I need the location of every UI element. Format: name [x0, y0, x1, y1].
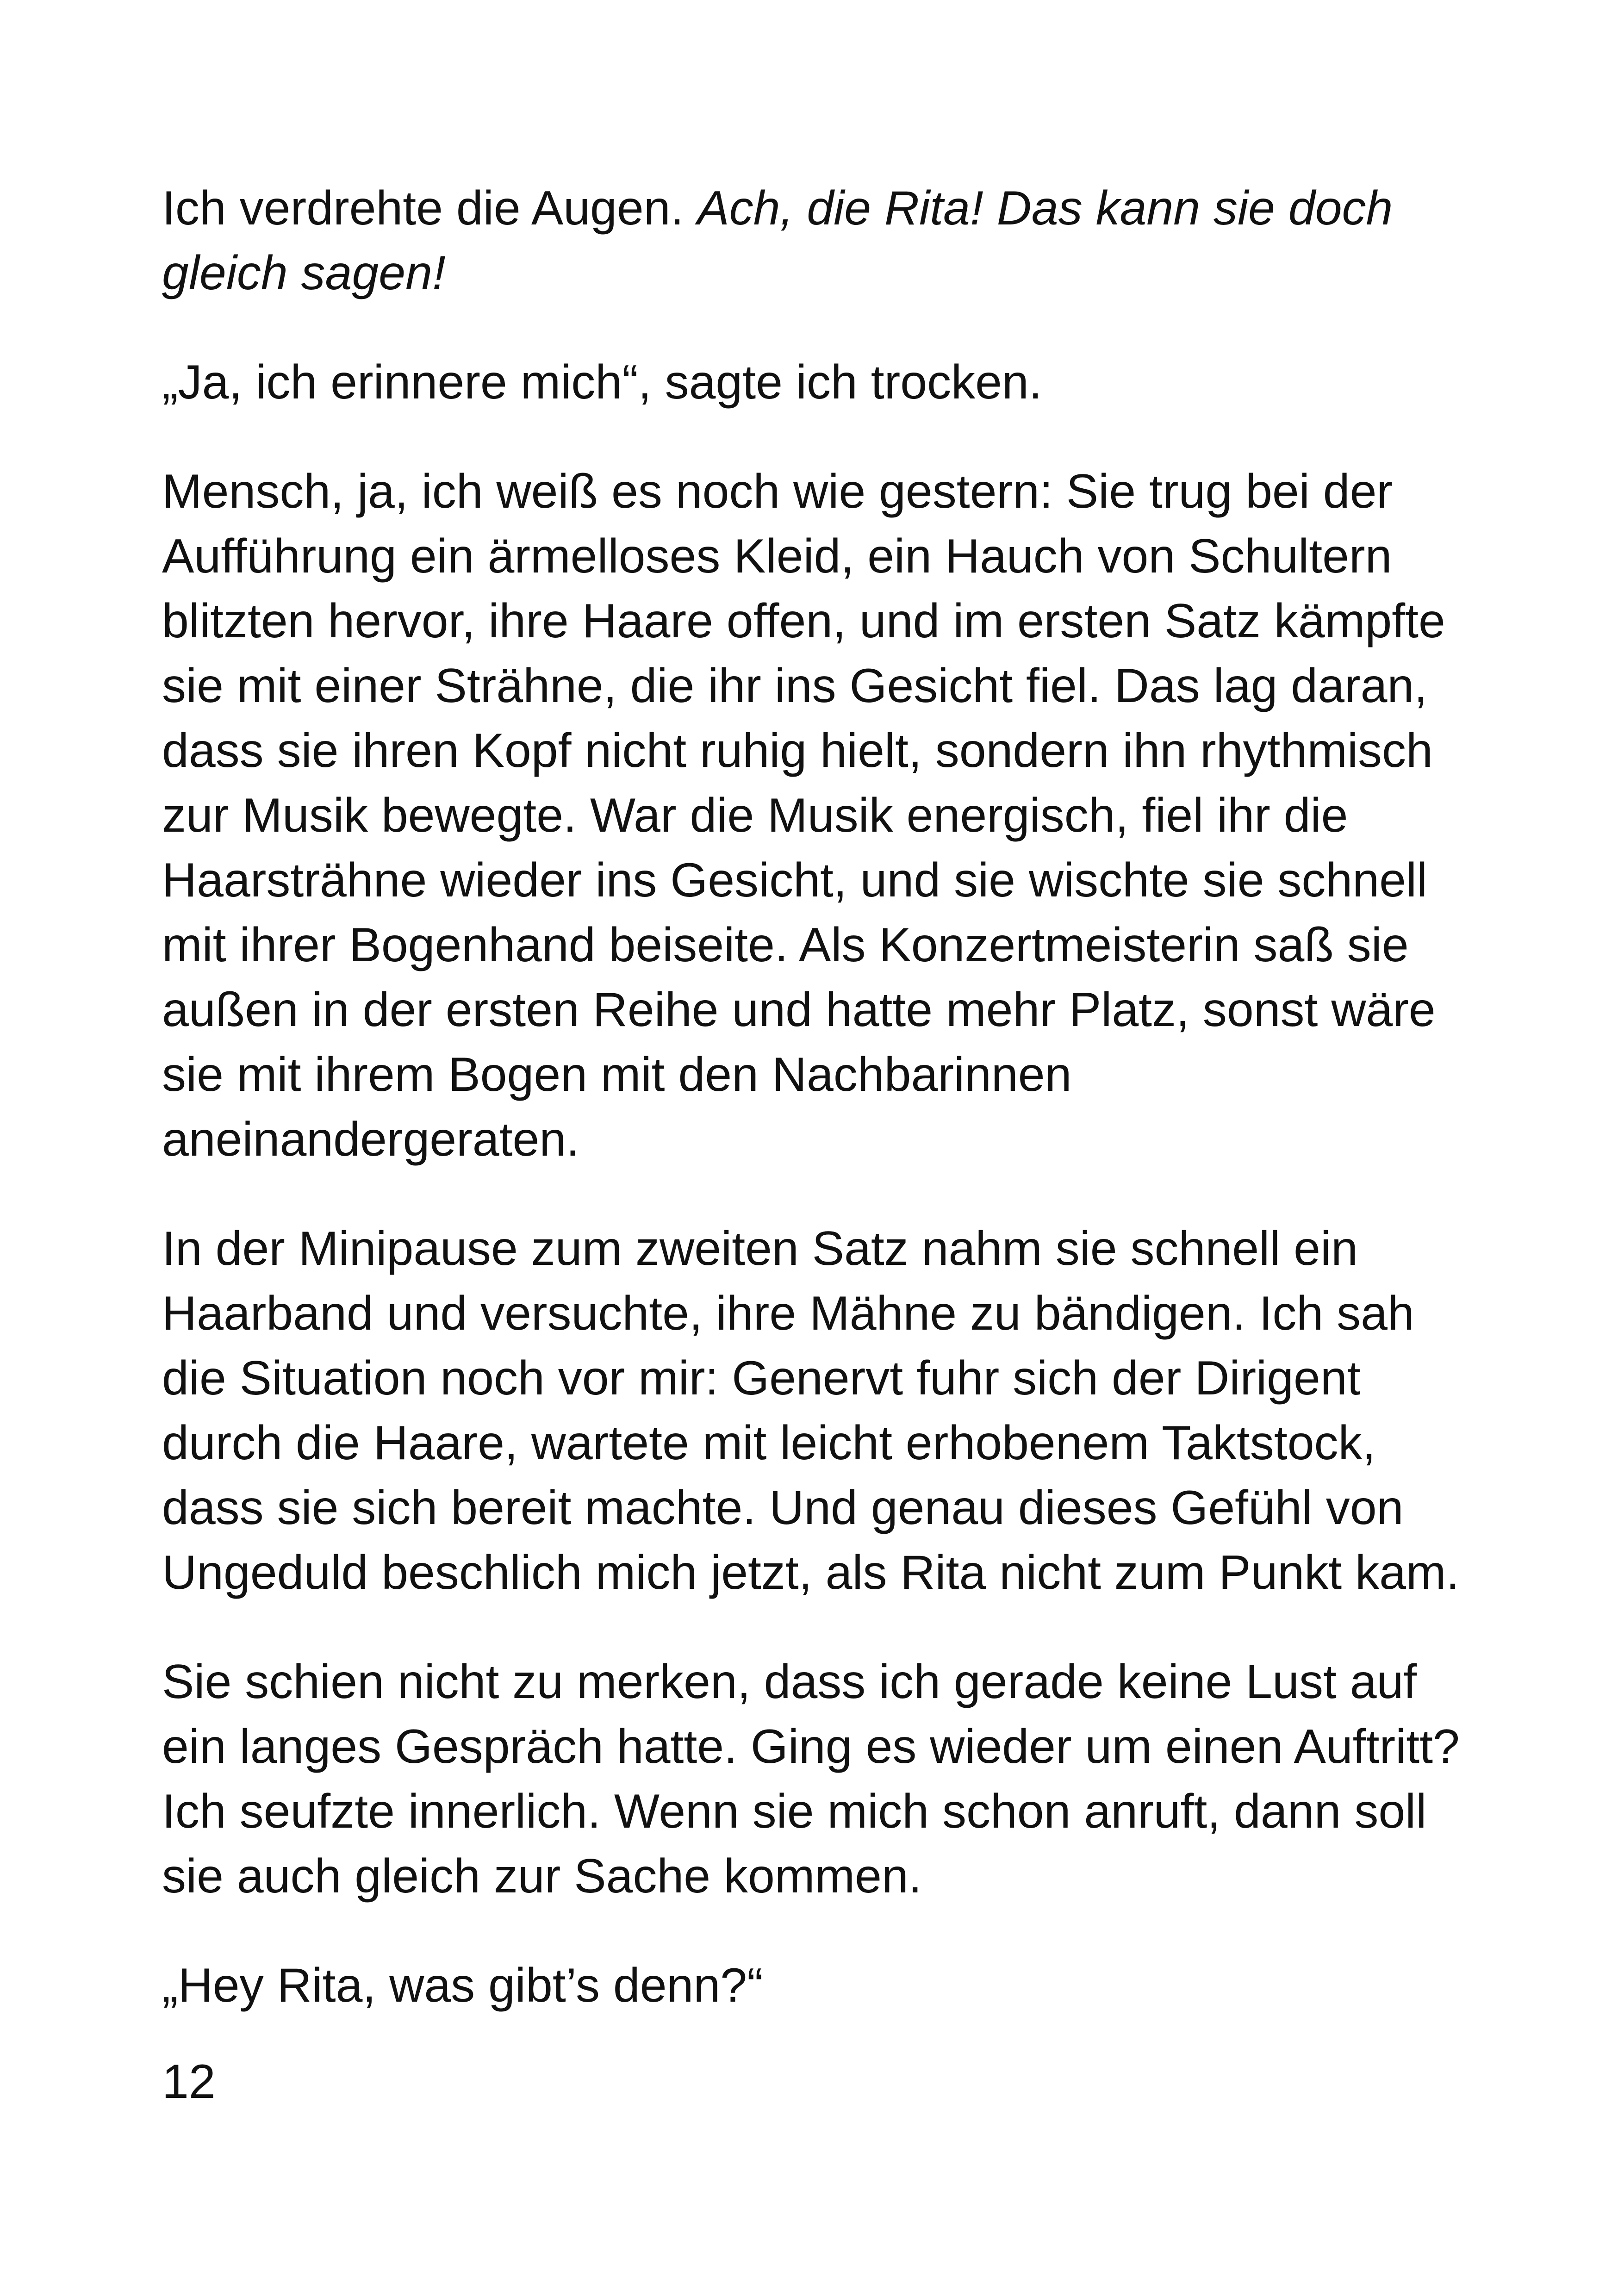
- paragraph-1-text: Ich verdrehte die Augen.: [162, 181, 697, 235]
- paragraph-6: „Hey Rita, was gibt’s denn?“: [162, 1959, 763, 2012]
- page-body: [162, 176, 1467, 2018]
- paragraph-4: In der Minipause zum zweiten Satz nahm sie schnell ein Haarband und versuchte, ihre Mähne zu bändigen. Ich sah die Situation noch vor mir: Genervt fuhr sich der Dirigent durch die Haare, wartete mit leicht erhobenem Taktstock, dass sie sich bereit machte. Und genau dieses Gefühl von Ungeduld beschlich mich jetzt, als Rita nicht zum Punkt kam.: [162, 1222, 1460, 1599]
- paragraph-2: „Ja, ich erinnere mich“, sagte ich trocken.: [162, 355, 1042, 409]
- page-number: 12: [162, 2055, 216, 2109]
- paragraph-5: Sie schien nicht zu merken, dass ich gerade keine Lust auf ein langes Gespräch hatte. Ging es wieder um einen Auftritt? Ich seufzte innerlich. Wenn sie mich schon anruft, dann soll sie auch gleich zur Sache kommen.: [162, 1655, 1460, 1903]
- paragraph-3: Mensch, ja, ich weiß es noch wie gestern: Sie trug bei der Aufführung ein ärmelloses Kleid, ein Hauch von Schultern blitzten hervor, ihre Haare offen, und im ersten Satz kämpfte sie mit einer Strähne, die ihr ins Gesicht fiel. Das lag daran, dass sie ihren Kopf nicht ruhig hielt, sondern ihn rhythmisch zur Musik bewegte. War die Musik energisch, fiel ihr die Haarsträhne wieder ins Gesicht, und sie wischte sie schnell mit ihrer Bogenhand beiseite. Als Konzertmeisterin saß sie außen in der ersten Reihe und hatte mehr Platz, sonst wäre sie mit ihrem Bogen mit den Nachbarinnen aneinandergeraten.: [162, 465, 1445, 1166]
- paragraph-1-italic-thought: Ach, die Rita! Das kann sie doch gleich sagen!: [162, 181, 1393, 300]
- paragraph-1: [162, 176, 1467, 305]
